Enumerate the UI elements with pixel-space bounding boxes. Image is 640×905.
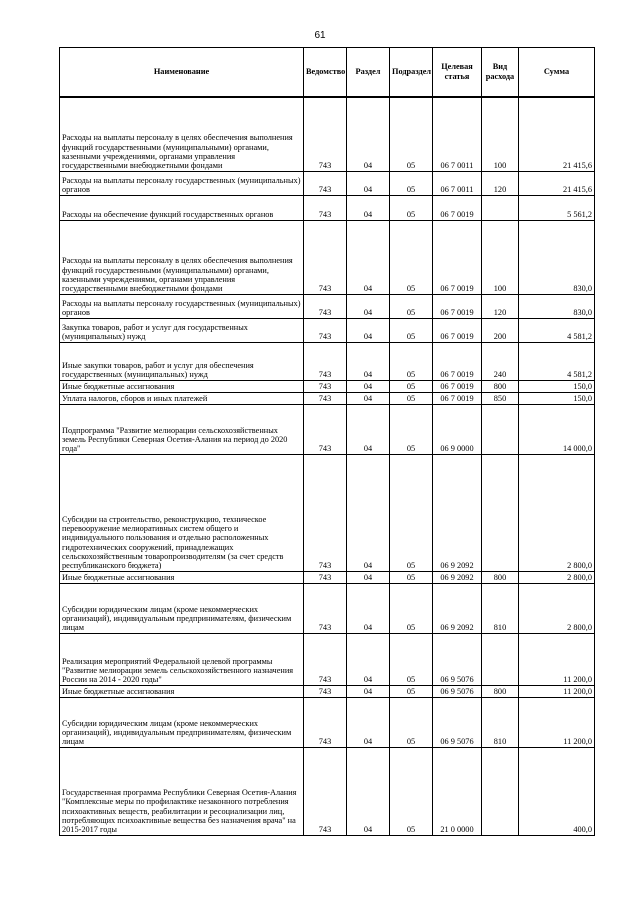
header-name: Наименование (60, 48, 304, 98)
cell-kind (482, 195, 519, 220)
cell-name: Субсидии на строительство, реконструкцию, техническое перевооружение мелиоративных систем общего и индивидуального пользования и отдельно расположенных гидротехнических сооружений, принадлежащих сельскохозяйственным товаропроизводителям (за счет средств республиканского бюджета) (60, 454, 304, 571)
cell-kind: 800 (482, 380, 519, 392)
cell-target: 06 9 2092 (433, 454, 482, 571)
cell-kind: 800 (482, 685, 519, 697)
cell-kind (482, 454, 519, 571)
cell-subsection: 05 (390, 380, 433, 392)
table-row (60, 318, 595, 342)
cell-target: 06 7 0019 (433, 380, 482, 392)
cell-section: 04 (347, 392, 390, 404)
cell-subsection: 05 (390, 697, 433, 747)
cell-sum: 5 561,2 (519, 195, 595, 220)
cell-sum: 14 000,0 (519, 404, 595, 454)
cell-section: 04 (347, 318, 390, 342)
page-number: 61 (314, 30, 326, 41)
cell-name: Подпрограмма "Развитие мелиорации сельскохозяйственных земель Республики Северная Осетия-Алания на период до 2020 года" (60, 404, 304, 454)
cell-dept: 743 (304, 220, 347, 294)
table-row (60, 747, 595, 835)
cell-sum: 830,0 (519, 220, 595, 294)
table-row (60, 220, 595, 294)
cell-dept: 743 (304, 583, 347, 633)
cell-section: 04 (347, 342, 390, 380)
table-row (60, 404, 595, 454)
cell-dept: 743 (304, 171, 347, 195)
header-dept: Ведомство (304, 48, 347, 98)
cell-section: 04 (347, 747, 390, 835)
cell-section: 04 (347, 97, 390, 171)
cell-dept: 743 (304, 380, 347, 392)
cell-kind: 200 (482, 318, 519, 342)
cell-name: Расходы на выплаты персоналу государственных (муниципальных) органов (60, 294, 304, 318)
table-row (60, 697, 595, 747)
cell-dept: 743 (304, 97, 347, 171)
cell-target: 06 9 2092 (433, 583, 482, 633)
cell-dept: 743 (304, 342, 347, 380)
header-sum: Сумма (519, 48, 595, 98)
table-row (60, 685, 595, 697)
cell-name: Субсидии юридическим лицам (кроме некоммерческих организаций), индивидуальным предпринимателям, физическим лицам (60, 583, 304, 633)
cell-dept: 743 (304, 195, 347, 220)
cell-kind (482, 633, 519, 685)
cell-name: Субсидии юридическим лицам (кроме некоммерческих организаций), индивидуальным предпринимателям, физическим лицам (60, 697, 304, 747)
cell-name: Расходы на выплаты персоналу государственных (муниципальных) органов (60, 171, 304, 195)
cell-subsection: 05 (390, 454, 433, 571)
cell-target: 06 7 0019 (433, 342, 482, 380)
cell-kind: 810 (482, 697, 519, 747)
cell-section: 04 (347, 404, 390, 454)
cell-target: 06 7 0011 (433, 97, 482, 171)
cell-target: 21 0 0000 (433, 747, 482, 835)
table-row (60, 571, 595, 583)
cell-sum: 11 200,0 (519, 685, 595, 697)
header-kind: Вид расхода (482, 48, 519, 98)
cell-kind: 800 (482, 571, 519, 583)
cell-section: 04 (347, 171, 390, 195)
cell-dept: 743 (304, 633, 347, 685)
cell-subsection: 05 (390, 392, 433, 404)
header-section: Раздел (347, 48, 390, 98)
cell-sum: 830,0 (519, 294, 595, 318)
table-row (60, 454, 595, 571)
cell-sum: 11 200,0 (519, 633, 595, 685)
cell-name: Иные закупки товаров, работ и услуг для обеспечения государственных (муниципальных) нужд (60, 342, 304, 380)
table-row (60, 294, 595, 318)
cell-dept: 743 (304, 404, 347, 454)
cell-subsection: 05 (390, 342, 433, 380)
table-row (60, 171, 595, 195)
cell-section: 04 (347, 633, 390, 685)
table-row (60, 342, 595, 380)
cell-target: 06 9 5076 (433, 697, 482, 747)
cell-subsection: 05 (390, 171, 433, 195)
cell-section: 04 (347, 685, 390, 697)
cell-kind: 100 (482, 97, 519, 171)
cell-name: Реализация мероприятий Федеральной целевой программы "Развитие мелиорации земель сельскохозяйственного назначения России на 2014 - 2020 годы" (60, 633, 304, 685)
cell-subsection: 05 (390, 404, 433, 454)
cell-sum: 2 800,0 (519, 571, 595, 583)
cell-kind (482, 404, 519, 454)
cell-kind: 120 (482, 171, 519, 195)
table-row (60, 633, 595, 685)
cell-sum: 11 200,0 (519, 697, 595, 747)
cell-sum: 4 581,2 (519, 342, 595, 380)
cell-sum: 150,0 (519, 380, 595, 392)
budget-table (59, 47, 595, 836)
cell-subsection: 05 (390, 318, 433, 342)
table-row (60, 392, 595, 404)
cell-target: 06 7 0019 (433, 392, 482, 404)
cell-name: Закупка товаров, работ и услуг для государственных (муниципальных) нужд (60, 318, 304, 342)
cell-target: 06 9 5076 (433, 685, 482, 697)
table-row (60, 97, 595, 171)
cell-kind (482, 747, 519, 835)
cell-subsection: 05 (390, 747, 433, 835)
table-header-row (60, 48, 595, 98)
cell-sum: 21 415,6 (519, 171, 595, 195)
cell-subsection: 05 (390, 195, 433, 220)
cell-kind: 240 (482, 342, 519, 380)
cell-target: 06 7 0019 (433, 195, 482, 220)
cell-kind: 120 (482, 294, 519, 318)
cell-section: 04 (347, 571, 390, 583)
cell-subsection: 05 (390, 583, 433, 633)
cell-name: Государственная программа Республики Северная Осетия-Алания "Комплексные меры по профилактике незаконного потребления психоактивных веществ, реабилитации и ресоциализации лиц, потребляющих психоактивные вещества без назначения врача" на 2015-2017 годы (60, 747, 304, 835)
cell-section: 04 (347, 220, 390, 294)
cell-subsection: 05 (390, 571, 433, 583)
cell-sum: 2 800,0 (519, 454, 595, 571)
cell-target: 06 7 0019 (433, 294, 482, 318)
cell-name: Расходы на выплаты персоналу в целях обеспечения выполнения функций государственными (муниципальными) органами, казенными учреждениями, органами управления государственными внебюджетными фондами (60, 97, 304, 171)
cell-section: 04 (347, 294, 390, 318)
cell-target: 06 9 2092 (433, 571, 482, 583)
cell-dept: 743 (304, 294, 347, 318)
cell-dept: 743 (304, 392, 347, 404)
cell-sum: 2 800,0 (519, 583, 595, 633)
cell-target: 06 7 0019 (433, 220, 482, 294)
cell-kind: 850 (482, 392, 519, 404)
cell-name: Иные бюджетные ассигнования (60, 380, 304, 392)
cell-subsection: 05 (390, 97, 433, 171)
cell-sum: 400,0 (519, 747, 595, 835)
cell-section: 04 (347, 583, 390, 633)
cell-subsection: 05 (390, 294, 433, 318)
cell-subsection: 05 (390, 633, 433, 685)
header-subsection: Подраздел (390, 48, 433, 98)
cell-target: 06 9 5076 (433, 633, 482, 685)
cell-name: Иные бюджетные ассигнования (60, 571, 304, 583)
cell-target: 06 7 0019 (433, 318, 482, 342)
table-row (60, 380, 595, 392)
table-row (60, 583, 595, 633)
cell-target: 06 7 0011 (433, 171, 482, 195)
cell-dept: 743 (304, 571, 347, 583)
cell-name: Расходы на выплаты персоналу в целях обеспечения выполнения функций государственными (муниципальными) органами, казенными учреждениями, органами управления государственными внебюджетными фондами (60, 220, 304, 294)
cell-dept: 743 (304, 454, 347, 571)
cell-subsection: 05 (390, 685, 433, 697)
cell-sum: 21 415,6 (519, 97, 595, 171)
cell-dept: 743 (304, 685, 347, 697)
cell-name: Иные бюджетные ассигнования (60, 685, 304, 697)
cell-sum: 150,0 (519, 392, 595, 404)
cell-kind: 100 (482, 220, 519, 294)
table-row (60, 195, 595, 220)
cell-section: 04 (347, 697, 390, 747)
cell-section: 04 (347, 195, 390, 220)
header-target: Целевая статья (433, 48, 482, 98)
cell-dept: 743 (304, 318, 347, 342)
cell-name: Расходы на обеспечение функций государственных органов (60, 195, 304, 220)
cell-section: 04 (347, 454, 390, 571)
cell-subsection: 05 (390, 220, 433, 294)
cell-dept: 743 (304, 747, 347, 835)
cell-dept: 743 (304, 697, 347, 747)
cell-section: 04 (347, 380, 390, 392)
cell-name: Уплата налогов, сборов и иных платежей (60, 392, 304, 404)
cell-kind: 810 (482, 583, 519, 633)
cell-target: 06 9 0000 (433, 404, 482, 454)
cell-sum: 4 581,2 (519, 318, 595, 342)
